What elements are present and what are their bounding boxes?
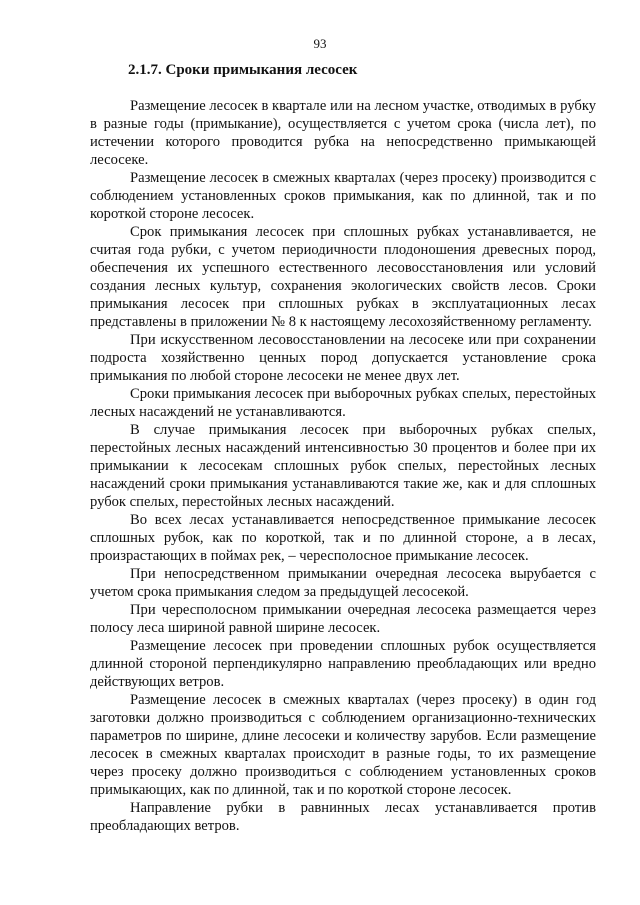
document-body [90, 97, 596, 835]
paragraph: Сроки примыкания лесосек при выборочных рубках спелых, перестойных лесных насаждений не устанавливаются. [90, 386, 596, 420]
paragraph: Размещение лесосек в квартале или на лесном участке, отводимых в рубку в разные годы (примыкание), осуществляется с учетом срока (числа лет), по истечении которого проводится рубка на непосредственно примыкающей лесосеке. [90, 98, 596, 168]
paragraph: Размещение лесосек при проведении сплошных рубок осуществляется длинной стороной перпендикулярно направлению преобладающих или вредно действующих ветров. [90, 638, 596, 690]
paragraph: Размещение лесосек в смежных кварталах (через просеку) в один год заготовки должно производиться с соблюдением организационно-технических параметров по ширине, длине лесосеки и количеству зарубов. Если размещение лесосек в смежных кварталах происходит в разные годы, то их размещение через просеку должно производиться с соблюдением установленных сроков примыкающих, как по длинной, так и по короткой стороне лесосек. [90, 692, 596, 798]
section-heading: 2.1.7. Сроки примыкания лесосек [128, 62, 358, 78]
paragraph: Срок примыкания лесосек при сплошных рубках устанавливается, не считая года рубки, с учетом периодичности плодоношения древесных пород, обеспечения их успешного естественного лесовосстановления или условий создания лесных культур, сохранения экологических свойств лесов. Сроки примыкания лесосек при сплошных рубках в эксплуатационных лесах представлены в приложении № 8 к настоящему лесохозяйственному регламенту. [90, 224, 596, 330]
paragraph: При непосредственном примыкании очередная лесосека вырубается с учетом срока примыкания следом за предыдущей лесосекой. [90, 566, 596, 600]
paragraph: Во всех лесах устанавливается непосредственное примыкание лесосек сплошных рубок, как по короткой, так и по длинной стороне, а в лесах, произрастающих в поймах рек, – чересполосное примыкание лесосек. [90, 512, 596, 564]
paragraph: Размещение лесосек в смежных кварталах (через просеку) производится с соблюдением установленных сроков примыкания, как по длинной, так и по короткой стороне лесосек. [90, 170, 596, 222]
paragraph: При чересполосном примыкании очередная лесосека размещается через полосу леса шириной равной ширине лесосек. [90, 602, 596, 636]
page-number: 93 [313, 36, 327, 51]
paragraph: Направление рубки в равнинных лесах устанавливается против преобладающих ветров. [90, 800, 596, 834]
paragraph: В случае примыкания лесосек при выборочных рубках спелых, перестойных лесных насаждений интенсивностью 30 процентов и более при их примыкании к лесосекам сплошных рубок спелых, перестойных лесных насаждений сроки примыкания устанавливаются такие же, как и для сплошных рубок спелых, перестойных лесных насаждений. [90, 422, 596, 510]
paragraph: При искусственном лесовосстановлении на лесосеке или при сохранении подроста хозяйственно ценных пород допускается установление срока примыкания по любой стороне лесосеки не менее двух лет. [90, 332, 596, 384]
